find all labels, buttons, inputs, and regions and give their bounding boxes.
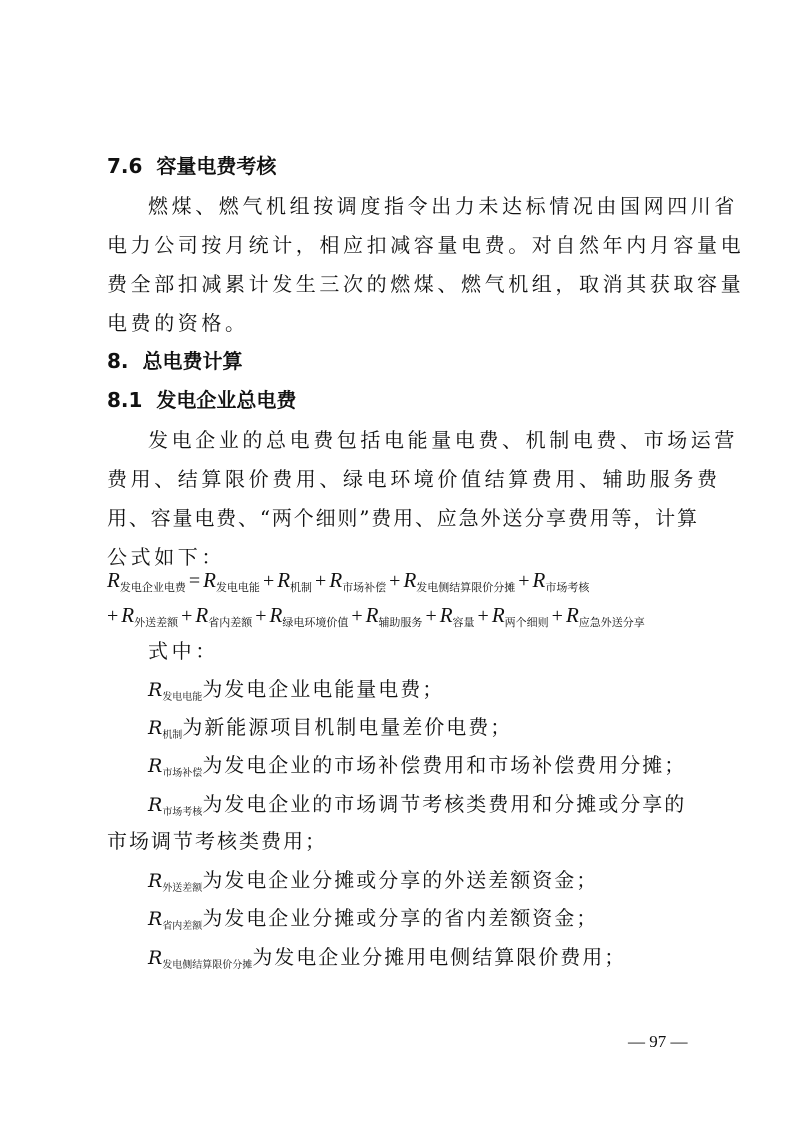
section-number: 8.1 xyxy=(107,388,143,412)
section-7-6-heading xyxy=(107,150,276,179)
formula-symbol: R xyxy=(148,794,163,816)
formula-subscript: 绿电环境价值 xyxy=(282,616,349,629)
definition-subscript: 市场考核 xyxy=(162,807,203,818)
plus-sign: + xyxy=(425,605,437,627)
formula-symbol: R xyxy=(203,568,216,592)
paragraph-line: 发电企业的总电费包括电能量电费、机制电费、市场运营 xyxy=(148,428,738,452)
plus-sign: + xyxy=(262,570,275,592)
formula-subscript: 省内差额 xyxy=(208,616,253,629)
plus-sign: + xyxy=(107,605,119,627)
formula-symbol: R xyxy=(269,603,283,627)
definition-item xyxy=(148,788,686,818)
formula-symbol: R xyxy=(148,908,163,930)
section-title: 总电费计算 xyxy=(142,349,243,373)
definition-subscript: 机制 xyxy=(162,730,183,741)
formula-symbol: R xyxy=(403,568,417,592)
section-8-heading xyxy=(107,345,242,374)
plus-sign: + xyxy=(518,570,530,592)
formula-symbol: R xyxy=(107,568,120,592)
definition-text: 为发电企业的市场补偿费用和市场补偿费用分摊； xyxy=(202,753,687,777)
formula-subscript: 市场补偿 xyxy=(342,581,387,594)
definition-text: 为发电企业分摊或分享的省内差额资金； xyxy=(202,906,599,930)
formula-symbol: R xyxy=(148,870,163,892)
plus-sign: + xyxy=(315,570,327,592)
definition-subscript: 外送差额 xyxy=(162,883,203,894)
definition-subscript: 市场补偿 xyxy=(162,768,203,779)
formula-symbol: R xyxy=(491,603,505,627)
definition-item xyxy=(148,864,598,894)
formula-subscript: 两个细则 xyxy=(504,616,549,629)
section-title: 容量电费考核 xyxy=(156,154,277,178)
formula-symbol: R xyxy=(121,603,135,627)
paragraph-line: 电力公司按月统计，相应扣减容量电费。对自然年内月容量电 xyxy=(107,233,745,257)
paragraph-line: 燃煤、燃气机组按调度指令出力未达标情况由国网四川省 xyxy=(148,194,738,218)
plus-sign: + xyxy=(389,570,401,592)
paragraph-line: 公式如下： xyxy=(107,545,225,569)
formula-subscript: 机制 xyxy=(290,581,313,594)
definition-item xyxy=(148,902,598,932)
formula-subscript: 外送差额 xyxy=(134,616,179,629)
equals-sign: = xyxy=(188,570,201,592)
definition-text: 为发电企业分摊用电侧结算限价费用； xyxy=(252,945,627,969)
paragraph-line: 费全部扣减累计发生三次的燃煤、燃气机组，取消其获取容量 xyxy=(107,272,745,296)
plus-sign: + xyxy=(181,605,193,627)
plus-sign: + xyxy=(477,605,489,627)
formula-symbol: R xyxy=(365,603,379,627)
paragraph-line: 电费的资格。 xyxy=(107,311,249,335)
definition-item xyxy=(148,749,686,779)
definition-text: 为发电企业的市场调节考核类费用和分摊或分享的 xyxy=(202,792,687,816)
formula-subscript: 发电电能 xyxy=(215,581,260,594)
formula-subscript: 市场考核 xyxy=(545,581,590,594)
where-label: 式中： xyxy=(148,639,219,663)
formula-subscript: 发电企业电费 xyxy=(119,581,186,594)
formula-subscript: 容量 xyxy=(452,616,475,629)
formula-line-2 xyxy=(107,603,707,630)
formula-symbol: R xyxy=(532,568,546,592)
formula-symbol: R xyxy=(277,568,291,592)
definition-subscript: 省内差额 xyxy=(162,921,203,932)
formula-symbol: R xyxy=(148,755,163,777)
paragraph-line: 费用、结算限价费用、绿电环境价值结算费用、辅助服务费 xyxy=(107,467,721,491)
plus-sign: + xyxy=(351,605,363,627)
definition-subscript: 发电侧结算限价分摊 xyxy=(162,960,253,971)
section-number: 7.6 xyxy=(107,154,143,178)
page-number: — 97 — xyxy=(628,1032,688,1051)
definition-item xyxy=(148,673,444,703)
definition-subscript: 发电电能 xyxy=(162,692,203,703)
plus-sign: + xyxy=(551,605,563,627)
section-number: 8. xyxy=(107,349,129,373)
section-title: 发电企业总电费 xyxy=(156,388,297,412)
paragraph-line: 用、容量电费、“两个细则”费用、应急外送分享费用等，计算 xyxy=(107,506,697,530)
definition-item xyxy=(148,711,512,741)
formula-line-1 xyxy=(107,568,707,595)
definition-text: 为发电企业分摊或分享的外送差额资金； xyxy=(202,868,599,892)
formula-symbol: R xyxy=(195,603,209,627)
formula-subscript: 应急外送分享 xyxy=(578,616,645,629)
definition-continuation: 市场调节考核类费用； xyxy=(107,829,327,853)
definition-item xyxy=(148,941,626,971)
plus-sign: + xyxy=(255,605,267,627)
formula-subscript: 辅助服务 xyxy=(378,616,423,629)
formula-symbol: R xyxy=(565,603,579,627)
formula-symbol: R xyxy=(148,679,163,701)
definition-text: 为发电企业电能量电费； xyxy=(202,677,445,701)
formula-symbol: R xyxy=(329,568,343,592)
formula-symbol: R xyxy=(148,947,163,969)
definition-text: 为新能源项目机制电量差价电费； xyxy=(182,715,513,739)
formula-subscript: 发电侧结算限价分摊 xyxy=(416,581,516,594)
section-8-1-heading xyxy=(107,384,296,413)
formula-symbol: R xyxy=(439,603,453,627)
formula-symbol: R xyxy=(148,717,163,739)
